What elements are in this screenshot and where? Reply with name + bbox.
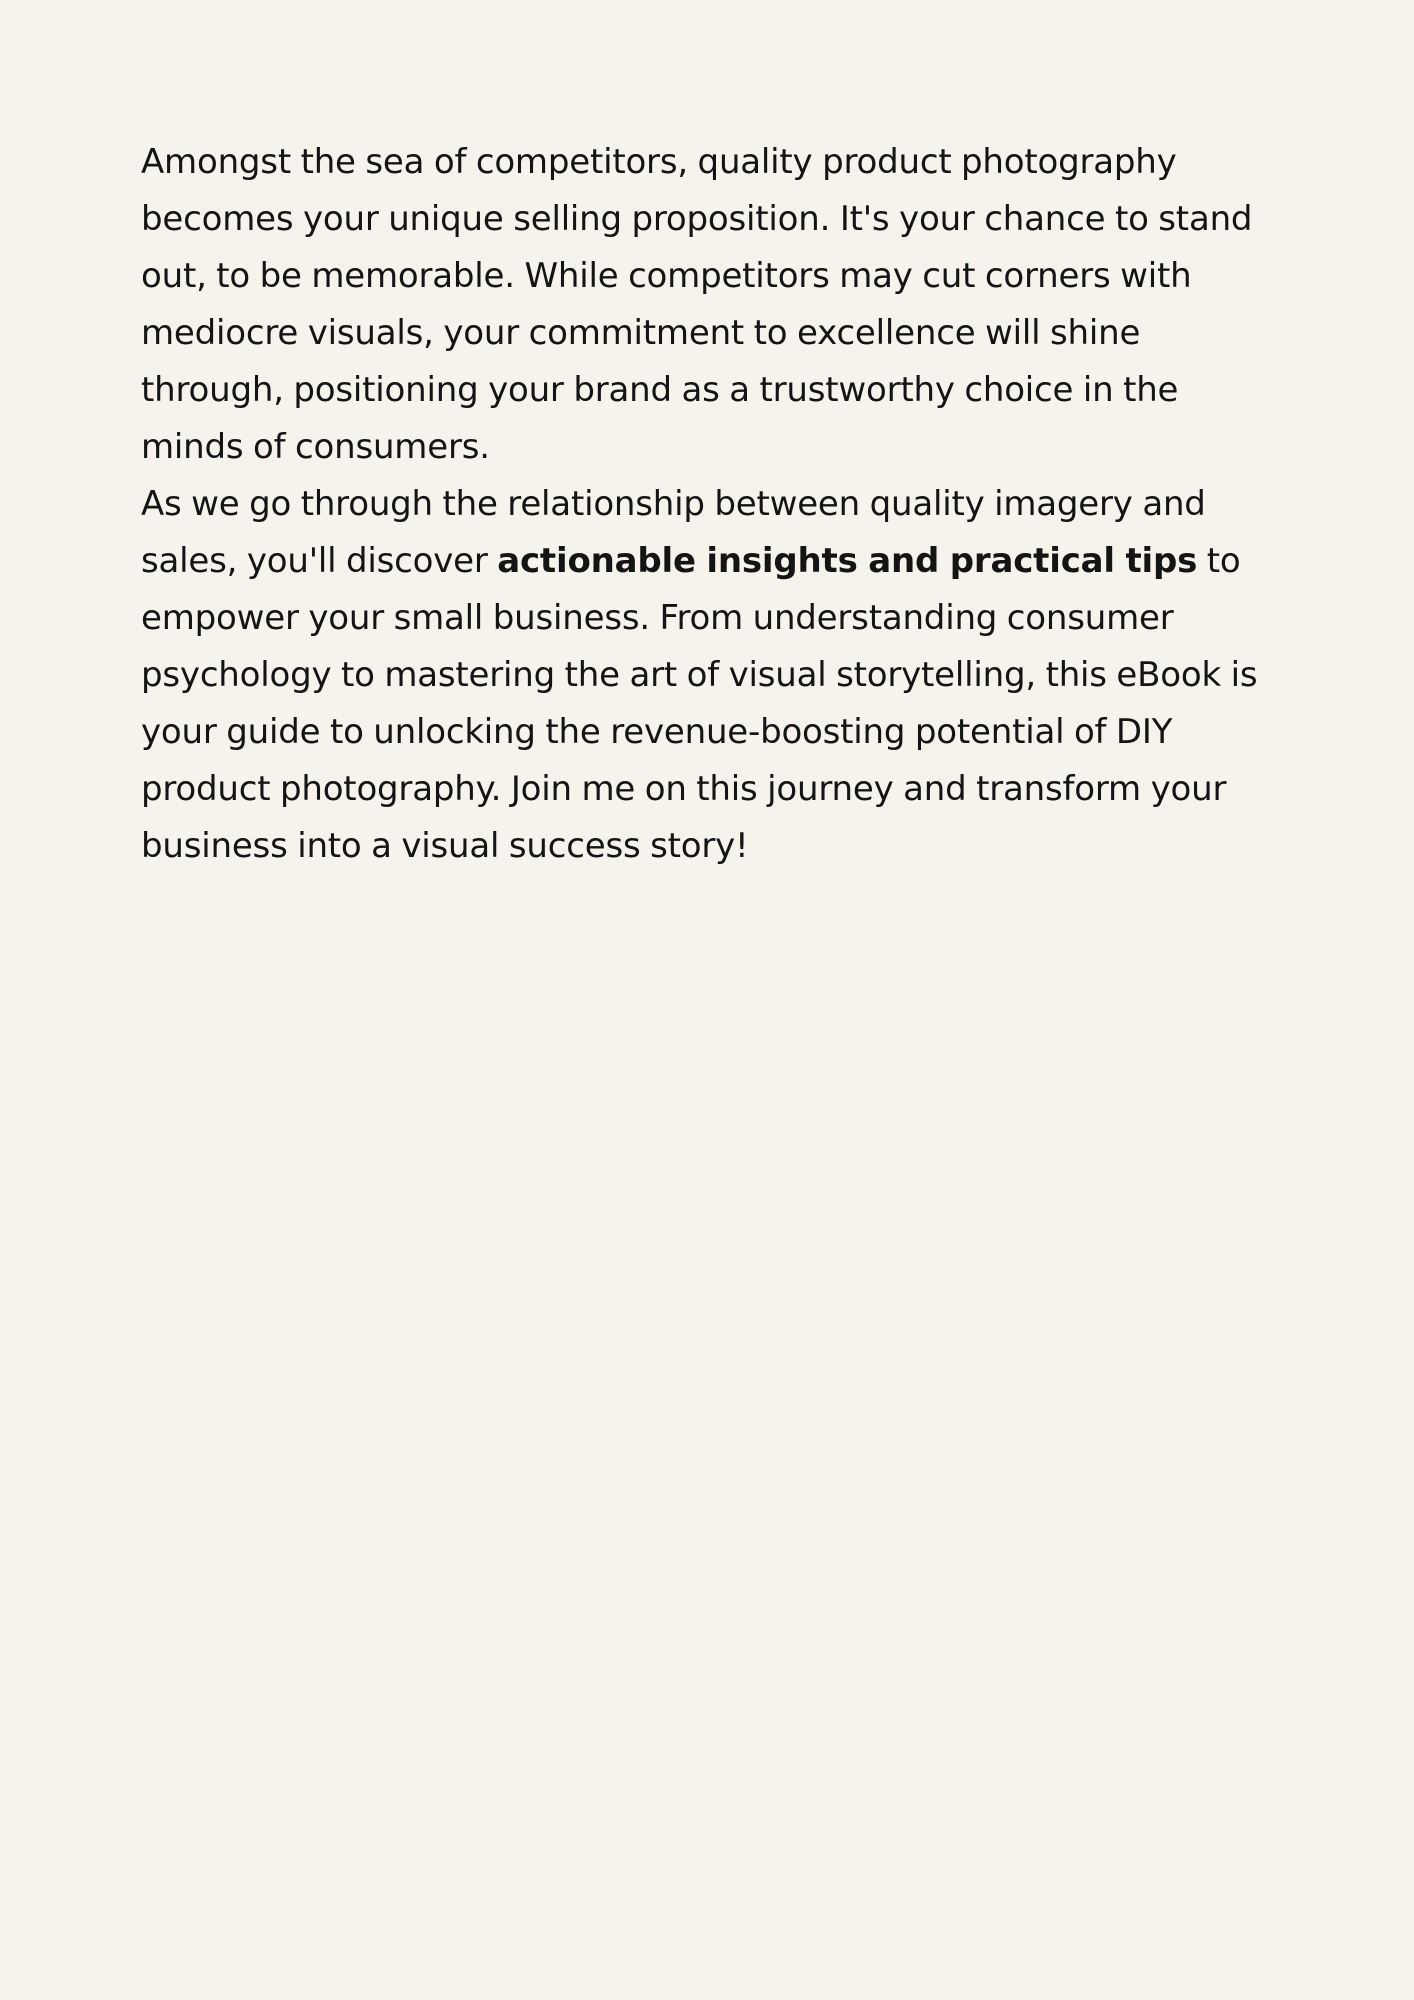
paragraph-insights-tail: to empower your small business. From understanding consumer psychology to mastering the art of visual storytelling, this eBook is your guide to unlocking the revenue-boosting potential of DIY product photography. Join me on this journey and transform your business into a visual success story!	[141, 541, 1258, 866]
paragraph-competitors: Amongst the sea of competitors, quality product photography becomes your unique selling proposition. It's your chance to stand out, to be memorable. While competitors may cut corners with mediocre visuals, your commitment to excellence will shine through, positioning your brand as a trustworthy choice in the minds of consumers.	[141, 142, 1253, 467]
body-text	[141, 134, 1281, 875]
paragraph-insights-lead: As we go through the relationship between quality imagery and sales, you'll discover	[141, 484, 1206, 581]
paragraph-insights	[141, 476, 1281, 875]
emphasis-text: actionable insights and practical tips	[497, 541, 1198, 581]
